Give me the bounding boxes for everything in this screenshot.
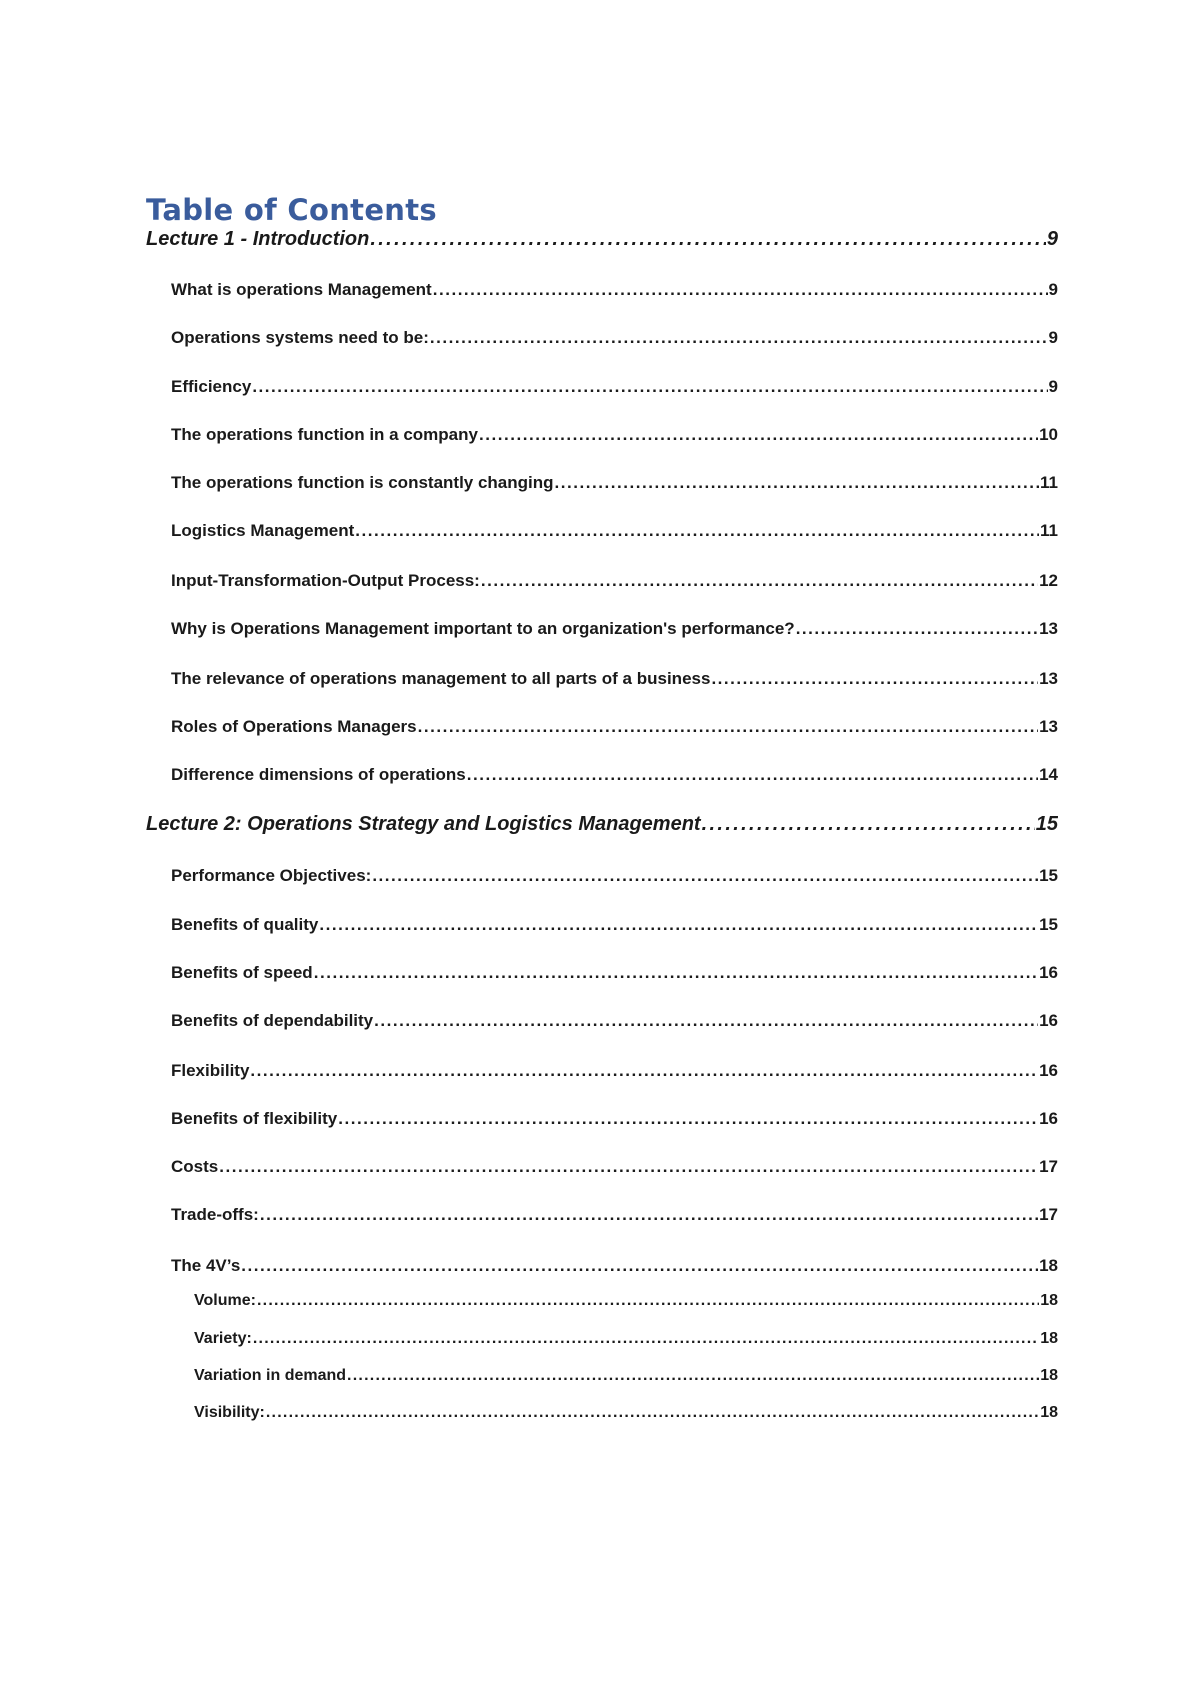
toc-entry-title: Efficiency xyxy=(171,377,252,396)
toc-page-number: 16 xyxy=(1039,963,1058,982)
toc-entry-title: Benefits of dependability xyxy=(171,1011,374,1030)
toc-leader-dots xyxy=(257,1292,1039,1310)
toc-page-number: 13 xyxy=(1039,669,1058,688)
toc-entry-title: Benefits of quality xyxy=(171,915,319,934)
toc-entry-title: Trade-offs: xyxy=(171,1205,259,1224)
toc-entry[interactable] xyxy=(171,1109,1058,1133)
toc-entry[interactable] xyxy=(171,1011,1058,1035)
toc-leader-dots xyxy=(355,521,1039,541)
toc-leader-dots xyxy=(314,963,1038,983)
toc-page-number: 15 xyxy=(1039,915,1058,934)
toc-title: Table of Contents xyxy=(146,193,437,227)
toc-entry[interactable] xyxy=(171,717,1058,741)
toc-entry[interactable] xyxy=(171,915,1058,939)
toc-page-number: 9 xyxy=(1046,228,1058,250)
toc-page-number: 18 xyxy=(1040,1404,1058,1421)
toc-page-number: 9 xyxy=(1048,377,1058,396)
toc-page-number: 15 xyxy=(1035,813,1058,835)
toc-leader-dots xyxy=(266,1404,1039,1422)
toc-entry[interactable] xyxy=(194,1367,1058,1389)
toc-leader-dots xyxy=(430,328,1048,348)
toc-entry[interactable] xyxy=(171,1205,1058,1229)
toc-entry-title: Volume: xyxy=(194,1292,256,1309)
toc-entry-title: What is operations Management xyxy=(171,280,432,299)
toc-entry-title: Benefits of flexibility xyxy=(171,1109,338,1128)
toc-leader-dots xyxy=(319,915,1038,935)
toc-entry-title: Roles of Operations Managers xyxy=(171,717,417,736)
toc-entry[interactable] xyxy=(194,1292,1058,1314)
toc-page-number: 13 xyxy=(1039,717,1058,736)
toc-entry[interactable] xyxy=(171,328,1058,352)
toc-entry-title: Lecture 1 - Introduction xyxy=(146,228,370,250)
toc-leader-dots xyxy=(374,1011,1038,1031)
toc-page-number: 11 xyxy=(1040,521,1058,540)
toc-entry[interactable] xyxy=(171,521,1058,545)
toc-page-number: 9 xyxy=(1048,328,1058,347)
toc-entry-title: Costs xyxy=(171,1157,219,1176)
toc-entry[interactable] xyxy=(171,963,1058,987)
toc-page-number: 18 xyxy=(1040,1330,1058,1347)
toc-page-number: 10 xyxy=(1039,425,1058,444)
toc-entry[interactable] xyxy=(171,619,1058,643)
toc-page-number: 17 xyxy=(1039,1205,1058,1224)
toc-leader-dots xyxy=(796,619,1038,639)
toc-leader-dots xyxy=(347,1367,1039,1385)
toc-entry[interactable] xyxy=(171,571,1058,595)
toc-page-number: 18 xyxy=(1039,1256,1058,1275)
toc-entry[interactable] xyxy=(171,1157,1058,1181)
toc-entry-title: The relevance of operations management to all parts of a business xyxy=(171,669,711,688)
toc-leader-dots xyxy=(219,1157,1038,1177)
toc-entry-title: Input-Transformation-Output Process: xyxy=(171,571,480,590)
toc-entry-title: Performance Objectives: xyxy=(171,866,372,885)
toc-leader-dots xyxy=(250,1061,1038,1081)
toc-entry[interactable] xyxy=(171,765,1058,789)
toc-leader-dots xyxy=(260,1205,1038,1225)
toc-entry[interactable] xyxy=(194,1330,1058,1352)
toc-entry[interactable] xyxy=(171,425,1058,449)
toc-leader-dots xyxy=(252,377,1047,397)
toc-leader-dots xyxy=(467,765,1038,785)
toc-entry[interactable] xyxy=(194,1404,1058,1426)
toc-entry-title: Why is Operations Management important to an organization's performance? xyxy=(171,619,795,638)
toc-leader-dots xyxy=(481,571,1038,591)
toc-entry[interactable] xyxy=(171,473,1058,497)
toc-entry-title: Lecture 2: Operations Strategy and Logistics Management xyxy=(146,813,701,835)
toc-entry[interactable] xyxy=(146,228,1058,256)
toc-entry-title: The 4V’s xyxy=(171,1256,241,1275)
toc-page-number: 9 xyxy=(1048,280,1058,299)
toc-page-number: 16 xyxy=(1039,1011,1058,1030)
toc-page-number: 16 xyxy=(1039,1109,1058,1128)
toc-entry-title: Flexibility xyxy=(171,1061,250,1080)
toc-entry[interactable] xyxy=(171,1256,1058,1280)
toc-leader-dots xyxy=(338,1109,1038,1129)
toc-entry-title: The operations function in a company xyxy=(171,425,478,444)
toc-leader-dots xyxy=(433,280,1048,300)
toc-leader-dots xyxy=(372,866,1038,886)
toc-page-number: 16 xyxy=(1039,1061,1058,1080)
toc-entry[interactable] xyxy=(146,813,1058,841)
toc-page-number: 11 xyxy=(1040,473,1058,492)
toc-entry-title: The operations function is constantly changing xyxy=(171,473,554,492)
toc-entry-title: Logistics Management xyxy=(171,521,355,540)
toc-page-number: 14 xyxy=(1039,765,1058,784)
toc-entry-title: Visibility: xyxy=(194,1404,265,1421)
toc-entry[interactable] xyxy=(171,280,1058,304)
toc-entry[interactable] xyxy=(171,866,1058,890)
toc-entry[interactable] xyxy=(171,669,1058,693)
toc-entry-title: Operations systems need to be: xyxy=(171,328,429,347)
toc-page-number: 15 xyxy=(1039,866,1058,885)
toc-page-number: 17 xyxy=(1039,1157,1058,1176)
toc-page-number: 13 xyxy=(1039,619,1058,638)
toc-leader-dots xyxy=(711,669,1038,689)
toc-leader-dots xyxy=(253,1330,1039,1348)
toc-page-number: 18 xyxy=(1040,1367,1058,1384)
toc-leader-dots xyxy=(702,813,1035,836)
toc-leader-dots xyxy=(241,1256,1038,1276)
toc-leader-dots xyxy=(418,717,1038,737)
toc-entry[interactable] xyxy=(171,377,1058,401)
toc-entry-title: Benefits of speed xyxy=(171,963,313,982)
toc-entry-title: Variety: xyxy=(194,1330,252,1347)
toc-leader-dots xyxy=(555,473,1039,493)
toc-entry-title: Difference dimensions of operations xyxy=(171,765,466,784)
toc-page-number: 12 xyxy=(1039,571,1058,590)
toc-leader-dots xyxy=(370,228,1046,251)
toc-entry-title: Variation in demand xyxy=(194,1367,347,1384)
toc-leader-dots xyxy=(479,425,1038,445)
toc-page-number: 18 xyxy=(1040,1292,1058,1309)
toc-entry[interactable] xyxy=(171,1061,1058,1085)
